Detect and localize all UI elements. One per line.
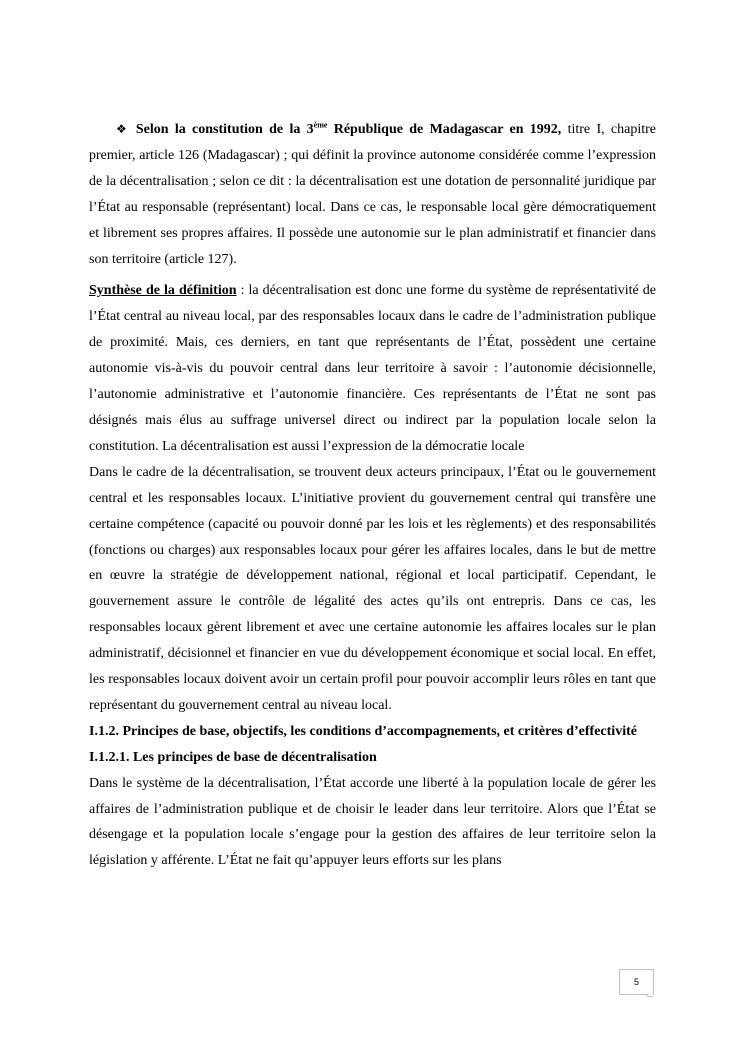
paragraph-constitution-bold [136, 122, 561, 137]
page-body [89, 117, 656, 874]
paragraph-synthese [89, 278, 656, 459]
page-curl-icon [619, 994, 654, 998]
superscript-eme: ème [313, 120, 328, 130]
page-number: 5 [619, 969, 654, 995]
constitution-bold-text: Selon la constitution de la 3 [135, 122, 314, 137]
heading-principes-objectifs: I.1.2. Principes de base, objectifs, les conditions d’accompagnements, et critères d’effectivité [89, 723, 637, 739]
paragraph-principes: Dans le système de la décentralisation, l’État accorde une liberté à la population locale de gérer les affaires de l’administration publique et de choisir le leader dans leur territoire. Alors que l’État se désengage et la population locale s’engage pour la gestion des affaires de leur territoire selon la législation y afférente. L’État ne fait qu’appuyer leurs efforts sur les plans [89, 775, 656, 869]
paragraph-constitution [89, 117, 656, 272]
diamond-bullet-icon: ❖ [116, 122, 130, 136]
constitution-bold-text-2: République de Madagascar en 1992, [327, 122, 562, 137]
paragraph-acteurs: Dans le cadre de la décentralisation, se trouvent deux acteurs principaux, l’État ou le gouvernement central et les responsables locaux. L’initiative provient du gouvernement central qui transfère une certaine compétence (capacité ou pouvoir donné par les lois et les règlements) et des responsabilités (fonctions ou charges) aux responsables locaux pour gérer les affaires locales, dans le but de mettre en œuvre la stratégie de développement national, régional et local participatif. Cependant, le gouvernement assure le contrôle de légalité des actes qu’ils ont entrepris. Dans ce cas, les responsables locaux gèrent librement et avec une certaine autonomie les affaires locales sur le plan administratif, décisionnel et financier en vue du développement économique et social local. En effet, les responsables locaux doivent avoir un certain profil pour pouvoir accomplir leurs rôles en tant que représentant du gouvernement central au niveau local. [89, 464, 656, 713]
synthese-text: : la décentralisation est donc une forme du système de représentativité de l’État central au niveau local, par des responsables locaux dans le cadre de l’administration publique de proximité. Mais, ces derniers, en tant que représentants de l’État, possèdent une certaine autonomie vis-à-vis du pouvoir central dans leur territoire à savoir : l’autonomie décisionnelle, l’autonomie administrative et l’autonomie financière. Ces représentants de l’État ne sont pas désignés mais élus au suffrage universel direct ou indirect par la population locale selon la constitution. La décentralisation est aussi l’expression de la démocratie locale [89, 283, 656, 454]
paragraph-constitution-text: titre I, chapitre premier, article 126 (Madagascar) ; qui définit la province autonome considérée comme l’expression de la décentralisation ; selon ce dit : la décentralisation est une dotation de personnalité juridique par l’État au responsable (représentant) local. Dans ce cas, le responsable local gère démocratiquement et librement ses propres affaires. Il possède une autonomie sur le plan administratif et financier dans son territoire (article 127). [89, 122, 656, 267]
synthese-label: Synthèse de la définition [89, 283, 237, 299]
heading-principes-base: I.1.2.1. Les principes de base de décentralisation [89, 749, 377, 765]
